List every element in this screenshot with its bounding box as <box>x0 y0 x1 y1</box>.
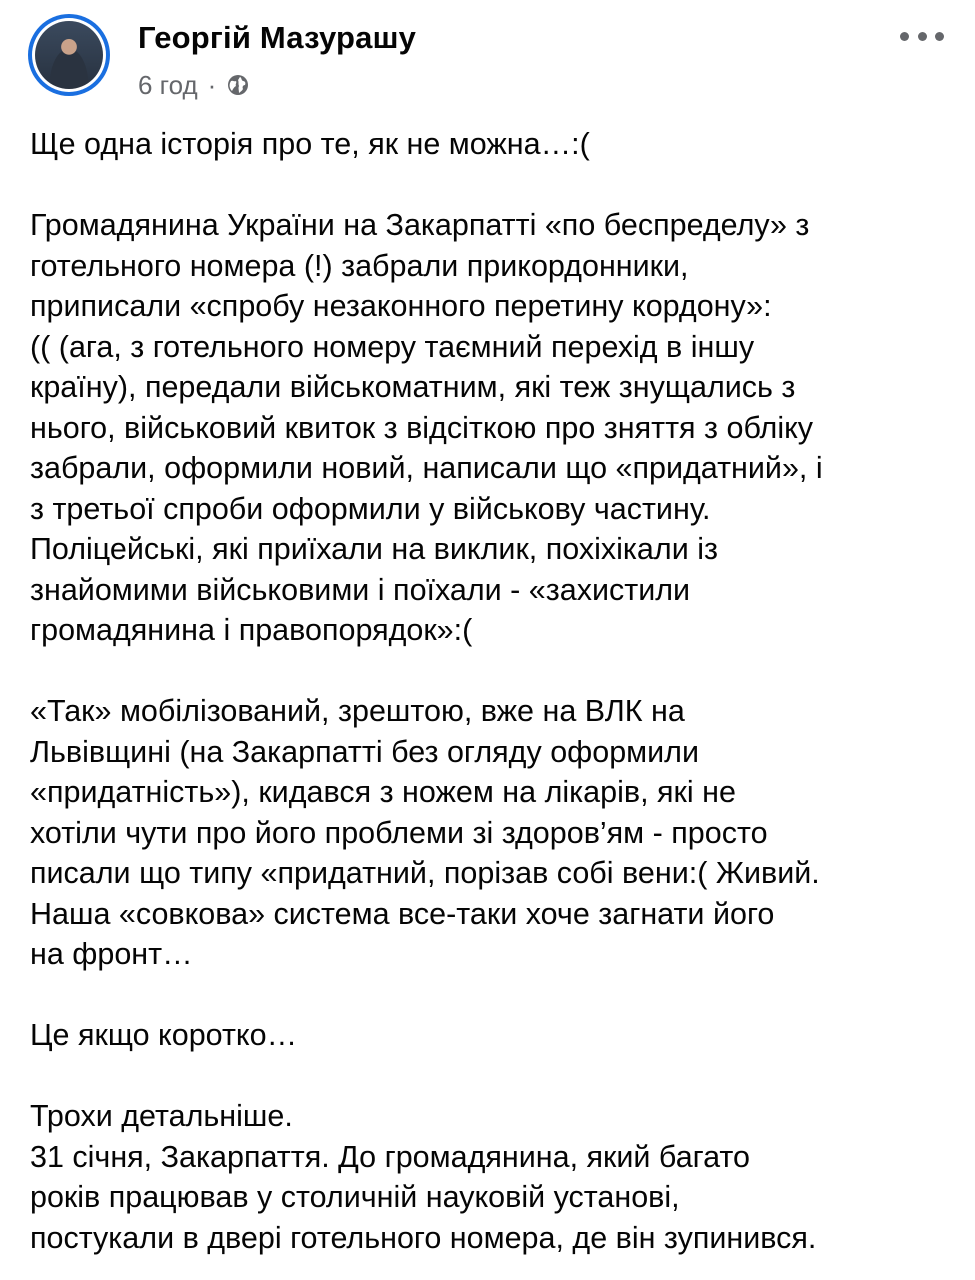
post-time[interactable]: 6 год <box>138 69 198 100</box>
post-text-line: 31 січня, Закарпаття. До громадянина, який багато <box>30 1139 750 1174</box>
avatar[interactable] <box>28 14 110 96</box>
post-text-line: на фронт… <box>30 937 193 971</box>
avatar-ring <box>32 18 106 92</box>
post-text-line: країну), передали військоматним, які теж знущались з <box>30 370 796 404</box>
post-text-line: хотіли чути про його проблеми зі здоров’ям - просто <box>30 815 768 850</box>
post-text-line: постукали в двері готельного номера, де він зупинився. <box>30 1220 817 1255</box>
post-text-line: «придатність»), кидався з ножем на лікарів, які не <box>30 775 736 809</box>
post-text-line: писали що типу «придатний, порізав собі вени:( Живий. <box>30 856 820 890</box>
post-meta <box>138 70 250 100</box>
post-text-line: Наша «совкова» система все-таки хоче загнати його <box>30 896 775 931</box>
post-text-line: Громадянина України на Закарпатті «по беспределу» з <box>30 208 810 242</box>
paragraph-gap <box>30 1056 955 1097</box>
post-text <box>30 124 955 1258</box>
ellipsis-icon <box>935 32 944 41</box>
paragraph-gap <box>30 975 955 1016</box>
post-text-line: громадянина і правопорядок»:( <box>30 613 473 647</box>
author-name[interactable]: Георгій Мазурашу <box>138 20 417 55</box>
post-text-line: «Так» мобілізований, зрештою, вже на ВЛК на <box>30 694 685 728</box>
post-text-line: нього, військовий квиток з відсіткою про зняття з обліку <box>30 410 814 445</box>
post-text-line: приписали «спробу незаконного перетину кордону»: <box>30 289 772 323</box>
post-text-line: Львівщині (на Закарпатті без огляду оформили <box>30 734 700 769</box>
post-text-line: років працював у столичній науковій установі, <box>30 1180 680 1214</box>
post-text-line: готельного номера (!) забрали прикордонники, <box>30 248 689 283</box>
post-text-line: Ще одна історія про те, як не можна…:( <box>30 127 590 161</box>
post-text-line: Це якщо коротко… <box>30 1018 298 1052</box>
paragraph-gap <box>30 165 955 206</box>
post-text-line: (( (ага, з готельного номеру таємний перехід в іншу <box>30 329 755 364</box>
ellipsis-icon <box>918 32 927 41</box>
globe-icon[interactable] <box>226 73 250 97</box>
post-header <box>28 14 948 106</box>
post-text-line: з третьої спроби оформили у військову частину. <box>30 491 711 526</box>
post-text-line: Поліцейські, які приїхали на виклик, похіхікали із <box>30 532 718 566</box>
post-text-line: Трохи детальніше. <box>30 1099 293 1133</box>
avatar-photo <box>35 21 103 89</box>
meta-separator: · <box>207 69 217 100</box>
ellipsis-icon <box>900 32 909 41</box>
post-text-line: знайомими військовими і поїхали - «захистили <box>30 572 691 607</box>
more-options-button[interactable] <box>900 26 944 46</box>
paragraph-gap <box>30 651 955 692</box>
post-text-line: забрали, оформили новий, написали що «придатний», і <box>30 451 823 485</box>
